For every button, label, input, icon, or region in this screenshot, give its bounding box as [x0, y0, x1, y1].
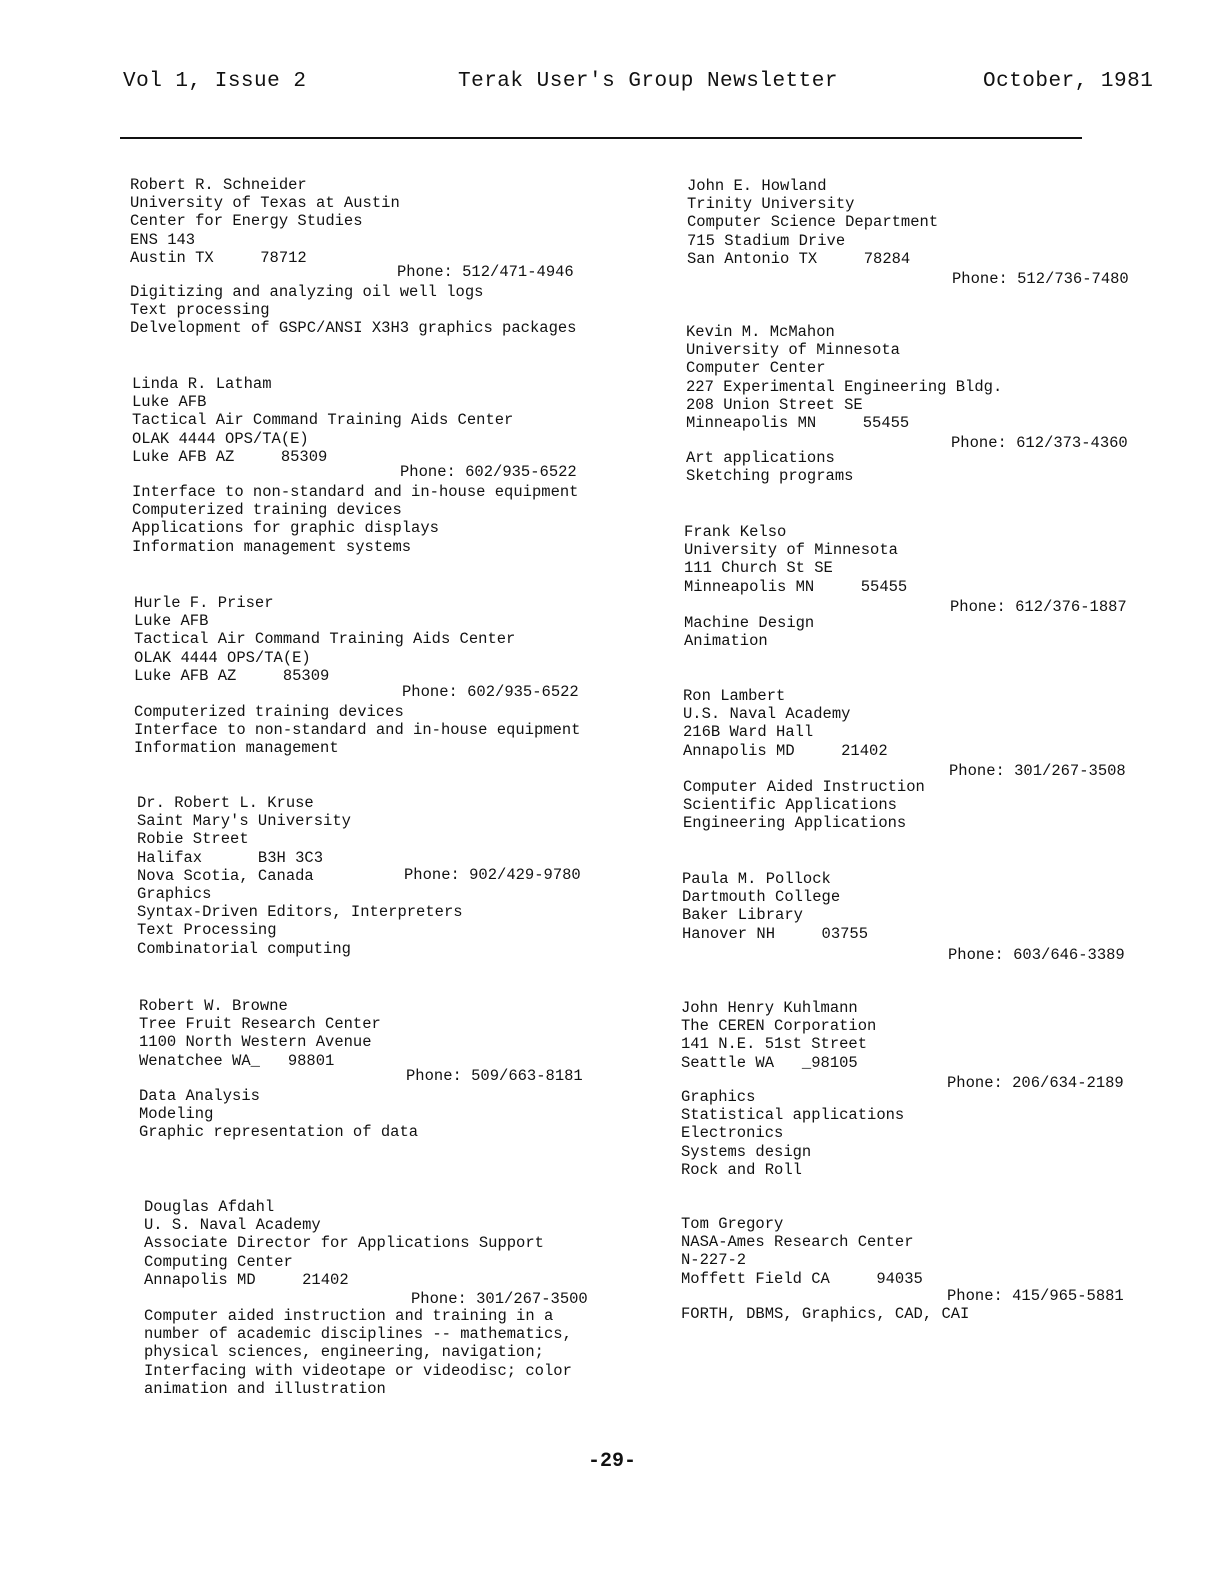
phone-number: Phone: 415/965-5881 [947, 1287, 1124, 1305]
interest-item: Animation [684, 632, 768, 651]
interest-list [130, 283, 576, 338]
interest-item: Electronics [681, 1124, 784, 1143]
address-line: 208 Union Street SE [686, 395, 863, 414]
issue-label: Vol 1, Issue 2 [123, 70, 307, 93]
interest-item: Machine Design [684, 614, 815, 632]
address-line: 1100 North Western Avenue [139, 1033, 372, 1052]
address-line: Saint Mary's University [137, 812, 351, 831]
address-line: San Antonio TX 78284 [687, 249, 911, 268]
phone-number: Phone: 512/471-4946 [397, 263, 574, 281]
phone-number: Phone: 301/267-3500 [411, 1290, 588, 1308]
address-line: 141 N.E. 51st Street [681, 1035, 868, 1054]
interest-item: Computerized training devices [132, 501, 402, 520]
member-address [687, 177, 938, 268]
member-name: Kevin M. McMahon [686, 323, 835, 341]
address-line: University of Texas at Austin [130, 194, 400, 213]
address-line: Hanover NH 03755 [682, 924, 869, 943]
address-line: Associate Director for Applications Support [144, 1234, 544, 1253]
interest-item: Computerized training devices [134, 703, 404, 721]
interest-item: Interfacing with videotape or videodisc; color [144, 1361, 572, 1380]
address-line: Annapolis MD 21402 [144, 1270, 349, 1289]
interest-item: Combinatorial computing [137, 939, 351, 958]
address-line: Luke AFB AZ 85309 [132, 447, 328, 466]
interest-item: Scientific Applications [683, 796, 897, 815]
interest-list [681, 1305, 969, 1323]
phone-number: Phone: 602/935-6522 [402, 683, 579, 701]
address-line: Seattle WA _98105 [681, 1053, 858, 1072]
address-line: OLAK 4444 OPS/TA(E) [134, 648, 311, 667]
address-line: 216B Ward Hall [683, 723, 814, 742]
interest-item: Graphics [137, 885, 212, 903]
interest-list [132, 483, 578, 556]
phone-number: Phone: 603/646-3389 [948, 946, 1125, 964]
interest-item: Applications for graphic displays [132, 519, 439, 538]
interest-item: Modeling [139, 1105, 214, 1124]
interest-list [681, 1088, 904, 1179]
member-name: Dr. Robert L. Kruse [137, 794, 314, 812]
address-line: Dartmouth College [682, 888, 841, 907]
address-line: U. S. Naval Academy [144, 1216, 321, 1235]
interest-item: Information management [134, 739, 339, 758]
interest-list [683, 778, 925, 833]
address-line: Computer Center [686, 359, 826, 378]
issue-date: October, 1981 [983, 70, 1154, 93]
page-number: -29- [587, 1450, 636, 1473]
member-name: Douglas Afdahl [144, 1198, 275, 1216]
member-address [681, 1215, 923, 1288]
member-name: Paula M. Pollock [682, 870, 831, 888]
address-line: University of Minnesota [684, 541, 898, 560]
interest-item: Statistical applications [681, 1106, 905, 1125]
address-line: Annapolis MD 21402 [683, 741, 888, 760]
interest-item: Engineering Applications [683, 814, 907, 833]
member-address [681, 999, 876, 1072]
member-address [682, 870, 868, 943]
interest-list [144, 1307, 572, 1398]
phone-number: Phone: 612/373-4360 [951, 434, 1128, 452]
interest-item: Graphic representation of data [139, 1123, 419, 1142]
address-line: Baker Library [682, 906, 803, 925]
address-line: The CEREN Corporation [681, 1017, 877, 1036]
member-name: Robert W. Browne [139, 997, 288, 1015]
member-address [137, 794, 351, 885]
address-line: Center for Energy Studies [130, 212, 363, 231]
interest-item: Text Processing [137, 921, 277, 940]
interest-item: Information management systems [132, 537, 412, 556]
address-line: Trinity University [687, 195, 855, 214]
interest-list [684, 614, 814, 650]
address-line: Wenatchee WA_ 98801 [139, 1051, 335, 1070]
interest-list [139, 1087, 418, 1142]
interest-list [137, 885, 463, 958]
address-line: Tactical Air Command Training Aids Center [134, 630, 516, 649]
member-address [683, 687, 888, 760]
member-address [130, 176, 400, 267]
address-line: Austin TX 78712 [130, 248, 307, 267]
interest-item: Data Analysis [139, 1087, 260, 1105]
address-line: Minneapolis MN 55455 [686, 413, 910, 432]
address-line: 111 Church St SE [684, 559, 833, 578]
interest-item: Sketching programs [686, 467, 854, 486]
interest-list [686, 449, 853, 485]
address-line: Minneapolis MN 55455 [684, 577, 908, 596]
interest-item: Systems design [681, 1142, 812, 1161]
member-address [132, 375, 513, 466]
address-line: Nova Scotia, Canada [137, 866, 314, 885]
interest-item: Text processing [130, 301, 270, 320]
phone-number: Phone: 301/267-3508 [949, 762, 1126, 780]
address-line: Moffett Field CA 94035 [681, 1269, 923, 1288]
member-name: Hurle F. Priser [134, 594, 274, 612]
interest-item: animation and illustration [144, 1379, 386, 1398]
interest-item: Syntax-Driven Editors, Interpreters [137, 903, 463, 922]
member-name: John E. Howland [687, 177, 827, 195]
phone-number: Phone: 602/935-6522 [400, 463, 577, 481]
address-line: 715 Stadium Drive [687, 231, 846, 250]
phone-number: Phone: 512/736-7480 [952, 270, 1129, 288]
member-address [686, 323, 1002, 432]
address-line: U.S. Naval Academy [683, 705, 851, 724]
interest-item: Interface to non-standard and in-house equipment [132, 483, 579, 501]
address-line: N-227-2 [681, 1251, 747, 1270]
address-line: Luke AFB AZ 85309 [134, 666, 330, 685]
address-line: OLAK 4444 OPS/TA(E) [132, 429, 309, 448]
member-address [139, 997, 381, 1070]
member-name: Robert R. Schneider [130, 176, 307, 194]
newsletter-title: Terak User's Group Newsletter [458, 70, 838, 93]
interest-item: number of academic disciplines -- mathematics, [144, 1325, 572, 1344]
header-rule [120, 137, 1082, 139]
address-line: Luke AFB [132, 393, 207, 412]
phone-number: Phone: 902/429-9780 [404, 866, 581, 884]
interest-item: Computer Aided Instruction [683, 778, 925, 796]
member-address [134, 594, 515, 685]
interest-list [134, 703, 580, 758]
address-line: Computer Science Department [687, 213, 939, 232]
address-line: 227 Experimental Engineering Bldg. [686, 377, 1003, 396]
phone-number: Phone: 206/634-2189 [947, 1074, 1124, 1092]
address-line: Computing Center [144, 1252, 293, 1271]
address-line: Luke AFB [134, 612, 209, 631]
interest-item: Graphics [681, 1088, 756, 1106]
phone-number: Phone: 612/376-1887 [950, 598, 1127, 616]
interest-item: Digitizing and analyzing oil well logs [130, 283, 484, 301]
member-address [144, 1198, 544, 1289]
member-address [684, 523, 907, 596]
address-line: Robie Street [137, 830, 249, 849]
address-line: Tree Fruit Research Center [139, 1015, 381, 1034]
phone-number: Phone: 509/663-8181 [406, 1067, 583, 1085]
interest-item: Interface to non-standard and in-house equipment [134, 721, 581, 740]
interest-item: FORTH, DBMS, Graphics, CAD, CAI [681, 1305, 970, 1323]
address-line: University of Minnesota [686, 341, 900, 360]
interest-item: Rock and Roll [681, 1160, 802, 1179]
address-line: Tactical Air Command Training Aids Center [132, 411, 514, 430]
member-name: Tom Gregory [681, 1215, 784, 1233]
interest-item: Computer aided instruction and training in a [144, 1307, 554, 1325]
member-name: Ron Lambert [683, 687, 786, 705]
interest-item: Art applications [686, 449, 835, 467]
address-line: NASA-Ames Research Center [681, 1233, 914, 1252]
address-line: ENS 143 [130, 230, 196, 249]
interest-item: Delvelopment of GSPC/ANSI X3H3 graphics packages [130, 319, 577, 338]
member-name: John Henry Kuhlmann [681, 999, 858, 1017]
address-line: Halifax B3H 3C3 [137, 848, 324, 867]
interest-item: physical sciences, engineering, navigation; [144, 1343, 544, 1362]
member-name: Linda R. Latham [132, 375, 272, 393]
member-name: Frank Kelso [684, 523, 787, 541]
